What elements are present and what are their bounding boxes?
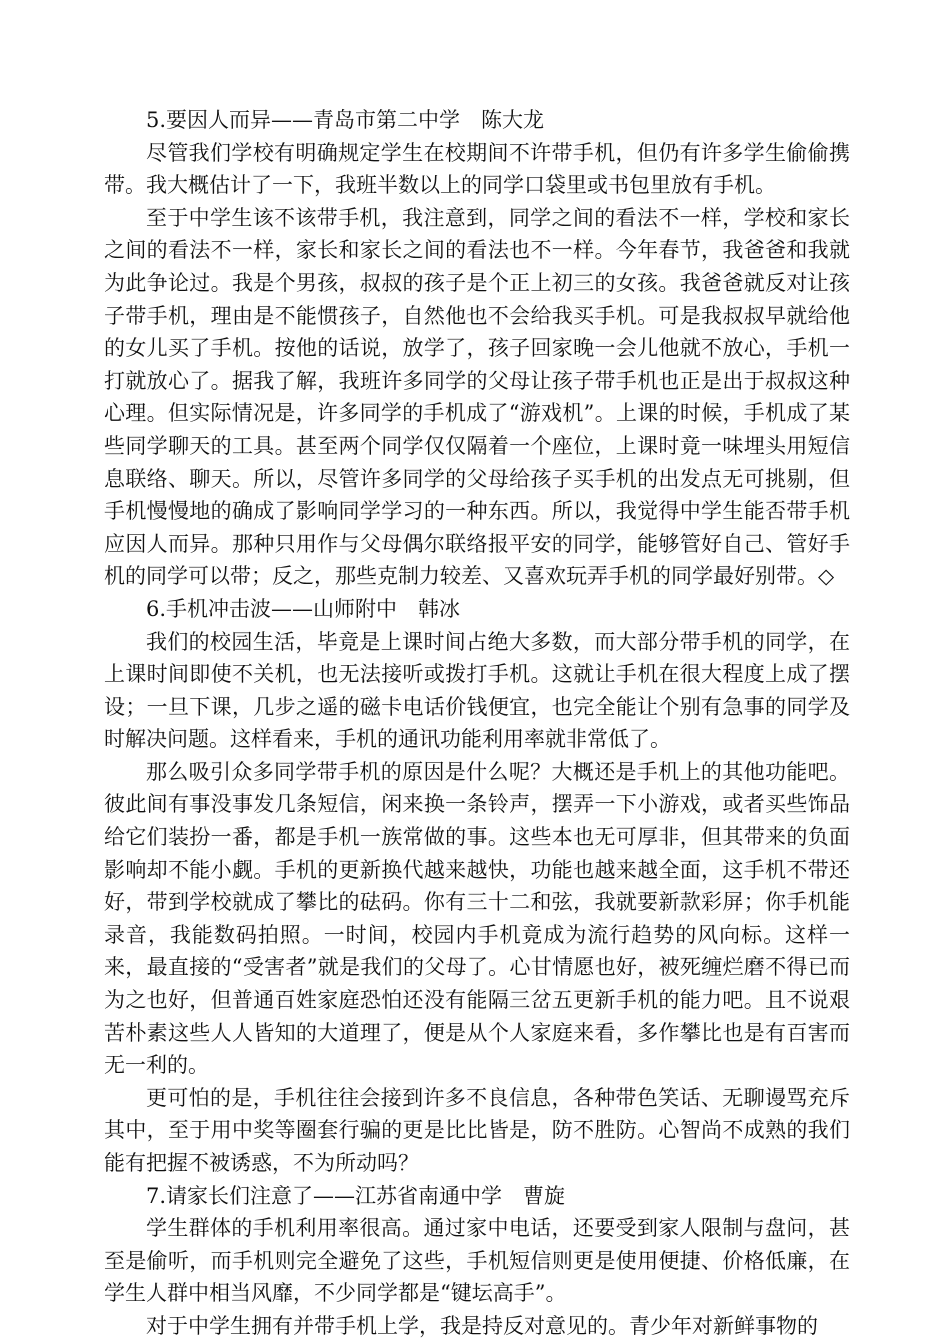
paragraph: 尽管我们学校有明确规定学生在校期间不许带手机，但仍有许多学生偷偷携带。我大概估计了一下，我班半数以上的同学口袋里或书包里放有手机。 [104, 140, 850, 198]
paragraph: 那么吸引众多同学带手机的原因是什么呢？大概还是手机上的其他功能吧。彼此间有事没事发几条短信，闲来换一条铃声，摆弄一下小游戏，或者买些饰品给它们装扮一番，都是手机一族常做的事。这些本也无可厚非，但其带来的负面影响却不能小觑。手机的更新换代越来越快，功能也越来越全面，这手机不带还好，带到学校就成了攀比的砝码。你有三十二和弦，我就要新款彩屏；你手机能录音，我能数码拍照。一时间，校园内手机竟成为流行趋势的风向标。这样一来，最直接的“受害者”就是我们的父母了。心甘情愿也好，被死缠烂磨不得已而为之也好，但普通百姓家庭恐怕还没有能隔三岔五更新手机的能力吧。且不说艰苦朴素这些人人皆知的大道理了，便是从个人家庭来看，多作攀比也是有百害而无一利的。 [104, 759, 850, 1078]
paragraph: 学生群体的手机利用率很高。通过家中电话，还要受到家人限制与盘问，甚至是偷听，而手机则完全避免了这些，手机短信则更是使用便捷、价格低廉，在学生人群中相当风靡，不少同学都是“键坛高手”。 [104, 1216, 850, 1306]
section-heading: 6.手机冲击波——山师附中 韩冰 [146, 596, 461, 621]
article-body [104, 104, 850, 1343]
section-heading: 7.请家长们注意了——江苏省南通中学 曹旋 [146, 1183, 566, 1208]
paragraph: 更可怕的是，手机往往会接到许多不良信息，各种带色笑话、无聊谩骂充斥其中，至于用中奖等圈套行骗的更是比比皆是，防不胜防。心智尚不成熟的我们能有把握不被诱惑，不为所动吗？ [104, 1085, 850, 1175]
paragraph: 对于中学生拥有并带手机上学，我是持反对意见的。青少年对新鲜事物的 [146, 1313, 818, 1338]
paragraph: 至于中学生该不该带手机，我注意到，同学之间的看法不一样，学校和家长之间的看法不一样，家长和家长之间的看法也不一样。今年春节，我爸爸和我就为此争论过。我是个男孩，叔叔的孩子是个正上初三的女孩。我爸爸就反对让孩子带手机，理由是不能惯孩子，自然他也不会给我买手机。可是我叔叔早就给他的女儿买了手机。按他的话说，放学了，孩子回家晚一会儿他就不放心，手机一打就放心了。据我了解，我班许多同学的父母让孩子带手机也正是出于叔叔这种心理。但实际情况是，许多同学的手机成了“游戏机”。上课的时候，手机成了某些同学聊天的工具。甚至两个同学仅仅隔着一个座位，上课时竟一味埋头用短信息联络、聊天。所以，尽管许多同学的父母给孩子买手机的出发点无可挑剔，但手机慢慢地的确成了影响同学学习的一种东西。所以，我觉得中学生能否带手机应因人而异。那种只用作与父母偶尔联络报平安的同学，能够管好自己、管好手机的同学可以带；反之，那些克制力较差、又喜欢玩弄手机的同学最好别带。◇ [104, 205, 850, 589]
paragraph: 我们的校园生活，毕竟是上课时间占绝大多数，而大部分带手机的同学，在上课时间即使不关机，也无法接听或拨打手机。这就让手机在很大程度上成了摆设；一旦下课，几步之遥的磁卡电话价钱便宜，也完全能让个别有急事的同学及时解决问题。这样看来，手机的通讯功能利用率就非常低了。 [104, 629, 850, 752]
section-heading: 5.要因人而异——青岛市第二中学 陈大龙 [146, 108, 545, 132]
